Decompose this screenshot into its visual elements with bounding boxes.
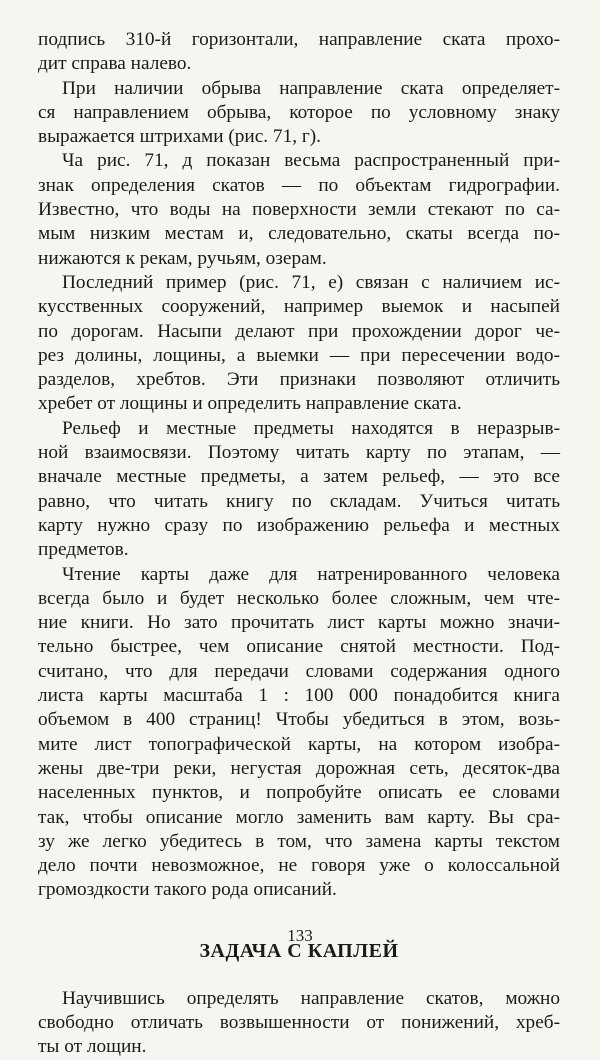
text-line: ной взаимосвязи. Поэтому читать карту по этапам, — [38,442,560,464]
text-line: ты от лощин. [38,1036,147,1058]
text-line: дело почти невозможное, не говоря уже о колоссальной [38,855,560,877]
text-line: тельно быстрее, чем описание снятой местности. Под- [38,636,560,658]
text-line: по дорогам. Насыпи делают при прохождении дорог че- [38,320,560,342]
text-line: предметов. [38,539,129,561]
text-line: ся направлением обрыва, которое по условному знаку [38,101,560,123]
text-line: знак определения скатов — по объектам гидрографии. [38,174,560,196]
text-line: Научившись определять направление скатов, можно [62,987,560,1009]
text-line: нижаются к рекам, ручьям, озерам. [38,247,327,269]
text-line: зу же легко убедитесь в том, что замена карты текстом [38,830,560,852]
text-line: При наличии обрыва направление ската определяет- [62,77,560,99]
text-line: разделов, хребтов. Эти признаки позволяют отличить [38,369,560,391]
text-line: всегда было и будет несколько более сложным, чем чте- [38,587,560,609]
text-line: подпись 310-й горизонтали, направление ската прохо- [38,29,560,50]
text-line: выражается штрихами (рис. 71, г). [38,126,322,148]
text-line: дит справа налево. [38,53,192,75]
body-text [38,28,560,903]
text-line: объемом в 400 страниц! Чтобы убедиться в этом, возь- [38,709,560,731]
section-heading: ЗАДАЧА С КАПЛЕЙ [199,939,399,962]
text-line: Последний пример (рис. 71, е) связан с наличием ис- [62,271,560,293]
text-line: свободно отличать возвышенности от понижений, хреб- [38,1011,560,1033]
text-line: кусственных сооружений, например выемок и насыпей [38,296,560,318]
text-line: карту нужно сразу по изображению рельефа и местных [38,514,560,536]
text-line: Чтение карты даже для натренированного человека [62,563,560,585]
text-line: Ча рис. 71, д показан весьма распространенный при- [62,150,560,172]
text-line: ние книги. Но зато прочитать лист карты можно значи- [38,612,560,634]
text-line: населенных пунктов, и попробуйте описать ее словами [38,782,560,804]
text-line: Рельеф и местные предметы находятся в неразрыв- [62,417,560,439]
text-line: Известно, что воды на поверхности земли стекают по са- [38,199,560,221]
text-line: мым низким местам и, следовательно, скаты всегда по- [38,223,560,245]
text-line: мите лист топографической карты, на котором изобра- [38,733,560,755]
text-line: рез долины, лощины, а выемки — при пересечении водо- [38,344,560,366]
text-line: вначале местные предметы, а затем рельеф, — это все [38,466,560,488]
intro-paragraph [38,987,560,1060]
text-line: хребет от лощины и определить направление ската. [38,393,462,415]
text-line: равно, что читать книгу по складам. Учиться читать [38,490,560,512]
text-line: листа карты масштаба 1 : 100 000 понадобится книга [38,685,560,707]
page-number: 133 [287,926,313,945]
text-line: так, чтобы описание могло заменить вам карту. Вы сра- [38,806,560,828]
text-line: жены две-три реки, негустая дорожная сеть, десяток-два [38,757,560,779]
text-line: громоздкости такого рода описаний. [38,879,337,901]
text-line: считано, что для передачи словами содержания одного [38,660,560,682]
